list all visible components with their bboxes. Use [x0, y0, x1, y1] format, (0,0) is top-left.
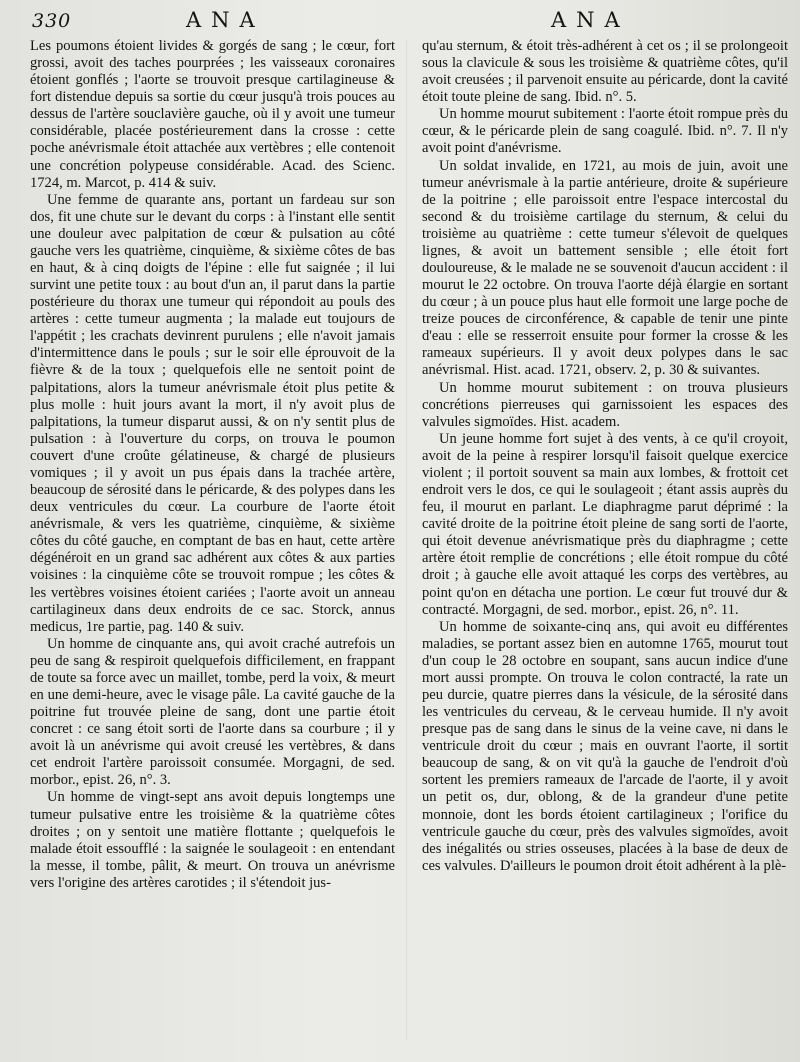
- paragraph: Un soldat invalide, en 1721, au mois de juin, avoit une tumeur anévrismale à la partie antérieure, droite & supérieure de la poitrine ; elle paroissoit entre l'espace intercostal du second & du troisième cartilage du sternum, & celui du troisième au quatrième : cette tumeur s'élevoit de quelques lignes, & avoit un battement sensible ; elle étoit fort douloureuse, & le malade ne se souvenoit d'aucun accident : il mourut le 22 octobre. On trouva l'aorte déjà élargie en sortant du cœur ; à un pouce plus haut elle formoit une large poche de treize pouces de circonférence, & capable de tenir une pinte d'eau : elle se resserroit ensuite pour former la crosse & les rameaux supérieurs. Il y avoit deux polypes dans le sac anévrismal. Hist. acad. 1721, observ. 2, p. 30 & suivantes.: [422, 157, 788, 379]
- column-gutter: [406, 40, 407, 1040]
- paragraph: Un homme de soixante-cinq ans, qui avoit eu différentes maladies, se portant assez bien en automne 1765, mourut tout d'un coup le 28 octobre en soupant, sans aucun indice d'une mort aussi prompte. On trouva le colon contracté, la rate un peu durcie, quatre pierres dans la vésicule, de la sérosité dans les ventricules du cerveau, & le cerveau humide. Il n'y avoit presque pas de sang dans le sinus de la veine cave, ni dans le ventricule droit du cœur ; mais en ouvrant l'aorte, il sortit beaucoup de sang, & on vit qu'à la gauche de l'endroit d'où sortent les premiers rameaux de l'arcade de l'aorte, il y avoit un petit os, dur, oblong, & de la grandeur d'une petite monnoie, dont les bords étoient cartilagineux ; l'orifice du ventricule gauche du cœur, près des valvules sigmoïdes, avoit des inégalités ou stries osseuses, placées à la base de deux de ces valvules. D'ailleurs le poumon droit étoit adhérent à la plè-: [422, 618, 788, 874]
- page-number: 330: [32, 10, 72, 32]
- paragraph: qu'au sternum, & étoit très-adhérent à cet os ; il se prolongeoit sous la clavicule & sous les troisième & quatrième côtes, qu'il avoit creusées ; il parvenoit ensuite au péricarde, dont la cavité étoit toute pleine de sang. Ibid. n°. 5.: [422, 38, 788, 106]
- running-head-left: ANA: [186, 8, 265, 32]
- paragraph: Un jeune homme fort sujet à des vents, à ce qu'il croyoit, avoit de la peine à respirer lorsqu'il faisoit quelque exercice violent ; il portoit souvent sa main aux lombes, & frottoit cet endroit vers le dos, ce qui le soulageoit ; étant assis auprès du feu, il mourut en parlant. Le diaphragme parut déprimé : la cavité droite de la poitrine étoit pleine de sang sorti de l'aorte, qui étoit devenue anévrismatique près du diaphragme ; cette artère étoit remplie de concrétions ; elle étoit rompue du côté droit ; à gauche elle avoit attaqué les corps des vertèbres, au point qu'on en détacha une portion. Le cœur fut trouvé dur & contracté. Morgagni, de sed. morbor., epist. 26, n°. 11.: [422, 430, 788, 618]
- left-column: [30, 38, 395, 892]
- paragraph: Un homme de cinquante ans, qui avoit craché autrefois un peu de sang & respiroit quelquefois difficilement, en frappant de toute sa force avec un maillet, tombe, perd la voix, & meurt en une demi-heure, avec le visage pâle. La cavité gauche de la poitrine fut trouvée pleine de sang, dont une partie étoit concret : ce sang étoit sorti de l'aorte dans sa courbure ; il y avoit là un anévrisme qui avoit creusé les vertèbres, & dans cet endroit l'artère paroissoit consumée. Morgagni, de sed. morbor., epist. 26, n°. 3.: [30, 635, 395, 789]
- paragraph: Un homme de vingt-sept ans avoit depuis longtemps une tumeur pulsative entre les troisième & la quatrième côtes droites ; on y sentoit une matière flottante ; quelquefois le malade étoit essoufflé : la saignée le soulageoit : en entendant la messe, il tombe, pâlit, & meurt. On trouva un anévrisme vers l'origine des artères carotides ; il s'étendoit jus-: [30, 789, 395, 891]
- paragraph: Les poumons étoient livides & gorgés de sang ; le cœur, fort grossi, avoit des taches pourprées ; les vaisseaux coronaires étoient gonflés ; l'aorte se trouvoit presque cartilagineuse & fort distendue depuis sa sortie du cœur jusqu'à trois pouces au dessus de l'artère souclavière gauche, où il y avoit une tumeur considérable, placée postérieurement dans la crosse : cette poche anévrismale étoit attachée aux vertèbres ; elle contenoit une concrétion polypeuse considérable. Acad. des Scienc. 1724, m. Marcot, p. 414 & suiv.: [30, 38, 395, 191]
- page-header: [0, 6, 800, 34]
- running-head-right: ANA: [551, 8, 630, 32]
- paragraph: Une femme de quarante ans, portant un fardeau sur son dos, fit une chute sur le devant du corps : à l'instant elle sentit une douleur avec palpitation de cœur & pulsation au côté gauche vers les quatrième, cinquième, & sixième côtes de bas en haut, & à cinq doigts de l'épine : elle fut saignée ; il lui survint une petite toux : au bout d'un an, il parut dans la partie postérieure du thorax une tumeur qui répondoit au pouls des artères : cette tumeur augmenta ; la malade eut toujours de l'appétit ; les crachats devinrent purulens ; elle n'avoit jamais d'intermittence dans le pouls ; sur le soir elle éprouvoit de la fièvre & de la toux ; quelquefois elle ne sentoit point de palpitations, alors la tumeur anévrismale étoit plus petite & plus molle : huit jours avant la mort, il n'y avoit plus de palpitations, la tumeur disparut aussi, & on n'y sentit plus de pulsation : à l'ouverture du corps, on trouva le poumon couvert d'une croûte gélatineuse, & chargé de plusieurs vomiques ; il y avoit un pus épais dans la trachée artère, beaucoup de sérosité dans le péricarde, & des polypes dans les deux ventricules du cœur. La courbure de l'aorte étoit anévrismale, & vers les quatrième, cinquième, & sixième côtes du côté gauche, en comptant de bas en haut, cette artère dégénéroit en un grand sac adhérent aux côtes & aux parties voisines : la cinquième côte se trouvoit rompue ; les côtes & les vertèbres voisines étoient cariées ; l'aorte avoit un anneau cartilagineux dans deux endroits de ce sac. Storck, annus medicus, 1re partie, pag. 140 & suiv.: [30, 191, 395, 635]
- paragraph: Un homme mourut subitement : on trouva plusieurs concrétions pierreuses qui garnissoient les espaces des valvules sigmoïdes. Hist. academ.: [422, 379, 788, 430]
- paragraph: Un homme mourut subitement : l'aorte étoit rompue près du cœur, & le péricarde plein de sang coagulé. Ibid. n°. 7. Il n'y avoit point d'anévrisme.: [422, 106, 788, 157]
- right-column: [422, 38, 788, 875]
